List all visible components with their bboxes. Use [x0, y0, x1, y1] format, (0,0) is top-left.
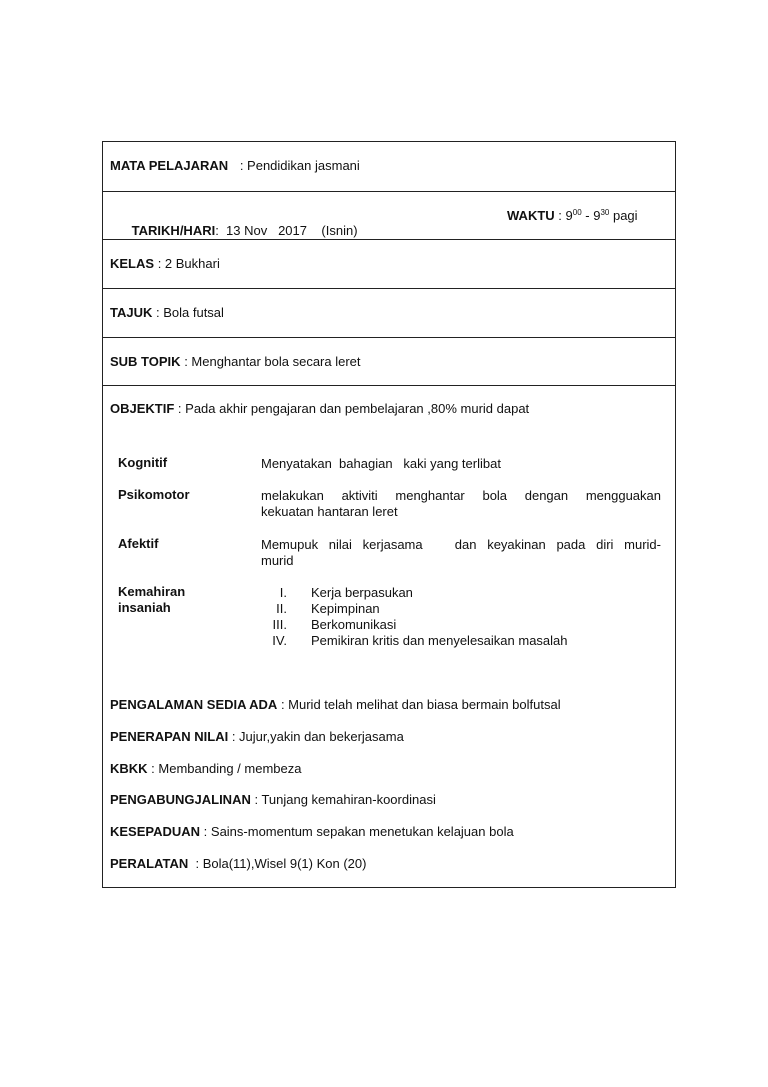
list-item-text: Berkomunikasi	[311, 617, 397, 632]
sub-topik-label: SUB TOPIK	[110, 354, 181, 369]
row-kelas	[103, 240, 675, 289]
kelas-value: : 2 Bukhari	[157, 256, 220, 271]
list-item-text: Kepimpinan	[311, 601, 380, 616]
afektif-text	[261, 537, 661, 569]
row-mata-pelajaran	[103, 142, 675, 192]
waktu-separator: :	[554, 208, 566, 223]
tarikh-label: TARIKH/HARI	[131, 223, 216, 238]
peralatan-line	[110, 856, 366, 871]
psikomotor-text-line2: kekuatan hantaran leret	[261, 504, 398, 519]
afektif-text-line2: murid	[261, 553, 294, 568]
kognitif-label: Kognitif	[118, 455, 168, 470]
sub-topik-value: : Menghantar bola secara leret	[184, 354, 361, 369]
psikomotor-label: Psikomotor	[118, 487, 190, 502]
psikomotor-text-line1: melakukan aktiviti menghantar bola dengan mengguakan	[261, 488, 661, 503]
pengalaman-label: PENGALAMAN SEDIA ADA	[110, 697, 278, 712]
penerapan-label: PENERAPAN NILAI	[110, 729, 229, 744]
waktu-dash: -	[581, 208, 594, 223]
afektif-text-line1: Memupuk nilai kerjasama dan keyakinan pada diri murid-	[261, 537, 661, 552]
list-item-number: III.	[272, 617, 287, 632]
pengalaman-line	[110, 697, 561, 712]
peralatan-value: : Bola(11),Wisel 9(1) Kon (20)	[188, 856, 367, 871]
objektif-value: : Pada akhir pengajaran dan pembelajaran ,80% murid dapat	[177, 401, 530, 416]
waktu-end-minutes: 30	[600, 208, 610, 217]
tajuk-value: : Bola futsal	[156, 305, 224, 320]
list-item	[261, 633, 681, 649]
kbkk-label: KBKK	[110, 761, 148, 776]
list-item-number: II.	[276, 601, 287, 616]
list-item-text: Pemikiran kritis dan menyelesaikan masalah	[311, 633, 568, 648]
list-item	[261, 601, 681, 617]
kbkk-value: : Membanding / membeza	[147, 761, 302, 776]
kelas-label: KELAS	[110, 256, 155, 271]
tarikh-value: : 13 Nov 2017 (Isnin)	[215, 223, 358, 238]
pengalaman-value: : Murid telah melihat dan biasa bermain bolfutsal	[277, 697, 561, 712]
list-item	[261, 617, 681, 633]
psikomotor-text	[261, 488, 661, 520]
tajuk-label: TAJUK	[110, 305, 153, 320]
afektif-label: Afektif	[118, 536, 159, 551]
kesepaduan-label: KESEPADUAN	[110, 824, 201, 839]
list-item-number: I.	[279, 585, 287, 600]
waktu-start: 9	[565, 208, 573, 223]
row-sub-topik	[103, 338, 675, 386]
kognitif-text: Menyatakan bahagian kaki yang terlibat	[261, 456, 501, 471]
row-tarikh-waktu	[103, 192, 675, 240]
kesepaduan-line	[110, 824, 514, 839]
kemahiran-label	[118, 584, 185, 616]
list-item	[261, 585, 681, 601]
pengabungjalinan-value: : Tunjang kemahiran-koordinasi	[250, 792, 436, 807]
kemahiran-label-line2: insaniah	[118, 600, 171, 615]
kesepaduan-value: : Sains-momentum sepakan menetukan kelajuan bola	[200, 824, 514, 839]
waktu-label: WAKTU	[507, 208, 555, 223]
list-item-number: IV.	[272, 633, 287, 648]
objektif-label: OBJEKTIF	[110, 401, 175, 416]
mata-pelajaran-value: : Pendidikan jasmani	[239, 158, 360, 173]
kemahiran-label-line1: Kemahiran	[118, 584, 186, 599]
pengabungjalinan-label: PENGABUNGJALINAN	[110, 792, 251, 807]
mata-pelajaran-label: MATA PELAJARAN	[110, 158, 229, 173]
waktu	[507, 208, 638, 223]
pengabungjalinan-line	[110, 792, 436, 807]
waktu-suffix: pagi	[609, 208, 638, 223]
list-item-text: Kerja berpasukan	[311, 585, 413, 600]
objektif-line	[110, 401, 529, 416]
penerapan-value: : Jujur,yakin dan bekerjasama	[228, 729, 404, 744]
kemahiran-list	[261, 585, 681, 649]
row-tajuk	[103, 289, 675, 338]
penerapan-line	[110, 729, 404, 744]
kbkk-line	[110, 761, 301, 776]
waktu-end: 9	[593, 208, 601, 223]
peralatan-label: PERALATAN	[110, 856, 189, 871]
waktu-start-minutes: 00	[572, 208, 582, 217]
lesson-plan-table	[102, 141, 676, 888]
